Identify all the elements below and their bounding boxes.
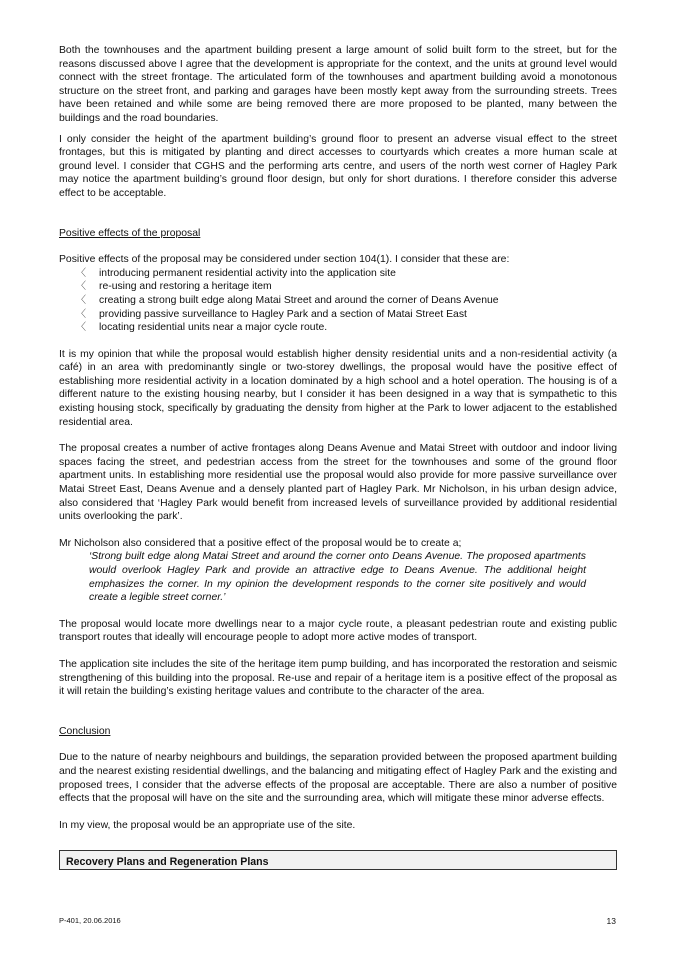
positive-effects-list — [59, 267, 617, 335]
paragraph-ground-floor-height: I only consider the height of the apartment building’s ground floor to present an adverse visual effect to the street frontages, but this is mitigated by planting and direct accesses to courtyards which creates a more human scale at ground level. I consider that CGHS and the performing arts centre, and users of the north west corner of Hagley Park may notice the apartment building’s ground floor design, but only for short durations. I therefore consider this adverse effect to be acceptable. — [59, 133, 617, 199]
bullet-icon: 〈 — [76, 322, 86, 334]
paragraph-positive-effects-intro: Positive effects of the proposal may be considered under section 104(1). I consider that these are: — [59, 254, 510, 266]
page-number: 13 — [606, 916, 616, 926]
heading-conclusion: Conclusion — [59, 725, 111, 737]
paragraph-nicholson-intro: Mr Nicholson also considered that a positive effect of the proposal would be to create a; — [59, 537, 462, 549]
paragraph-cycle-route: The proposal would locate more dwellings near to a major cycle route, a pleasant pedestrian route and existing public transport routes that ideally will encourage people to adopt more active modes of transport. — [59, 618, 617, 644]
heading-positive-effects: Positive effects of the proposal — [59, 227, 201, 239]
paragraph-heritage-pump-building: The application site includes the site of the heritage item pump building, and has incorporated the restoration and seismic strengthening of this building into the proposal. Re-use and repair of a heritage item is a positive effect of the proposal as it will retain the building’s existing heritage values and contribute to the character of the area. — [59, 658, 617, 698]
list-item: 〈 creating a strong built edge along Matai Street and around the corner of Deans Avenue — [76, 294, 499, 306]
paragraph-higher-density-opinion: It is my opinion that while the proposal would establish higher density residential units and a non-residential activity (a café) in an area with predominantly single or two-storey dwellings, the proposal would have the positive effect of establishing more residential activity in a location dominated by a high school and a hotel operation. The housing is of a different nature to the existing housing nearby, but I consider it has been designed in a way that is sympathetic to this existing housing stock, specifically by graduating the density from higher at the Park to lower adjacent to the established residential area. — [59, 348, 617, 428]
section-title: Recovery Plans and Regeneration Plans — [66, 856, 269, 869]
bullet-icon: 〈 — [76, 294, 86, 306]
paragraph-townhouses-built-form: Both the townhouses and the apartment building present a large amount of solid built form to the street, but for the reasons discussed above I agree that the development is appropriate for the context, and the units at ground level would connect with the street frontage. The articulated form of the townhouses and apartment building avoid a monotonous structure on the street front, and parking and garages have been mostly kept away from the surrounding streets. Trees have been retained and while some are being removed there are more proposed to be planted, many between the buildings and the road boundaries. — [59, 45, 617, 124]
document-page — [59, 44, 617, 870]
paragraph-appropriate-use: In my view, the proposal would be an appropriate use of the site. — [59, 819, 356, 831]
footer-reference: P-401, 20.06.2016 — [59, 916, 121, 925]
nicholson-quote: ‘Strong built edge along Matai Street and around the corner onto Deans Avenue. The proposed apartments would overlook Hagley Park and provide an attractive edge to Deans Avenue. The additional height emphasizes the corner. In my opinion the development responds to the corner site positively and would create a legible street corner.’ — [89, 551, 586, 604]
list-item: 〈 locating residential units near a major cycle route. — [76, 322, 328, 334]
list-item: 〈 re-using and restoring a heritage item — [76, 281, 272, 293]
section-header-box — [59, 850, 617, 870]
bullet-icon: 〈 — [76, 281, 86, 293]
bullet-icon: 〈 — [76, 267, 86, 279]
paragraph-active-frontages: The proposal creates a number of active frontages along Deans Avenue and Matai Street with outdoor and indoor living spaces facing the street, and pedestrian access from the street for the townhouses and some of the ground floor apartment units. In establishing more residential use the proposal would also provide for more passive surveillance over Matai Street East, Deans Avenue and a densely planted part of Hagley Park. Mr Nicholson, in his urban design advice, also considered that ‘Hagley Park would benefit from increased levels of surveillance provided by additional residential units overlooking the park’. — [59, 443, 617, 523]
list-item: 〈 providing passive surveillance to Hagley Park and a section of Matai Street East — [76, 308, 467, 320]
list-item: 〈 introducing permanent residential activity into the application site — [76, 267, 396, 279]
bullet-icon: 〈 — [76, 308, 86, 320]
paragraph-conclusion: Due to the nature of nearby neighbours and buildings, the separation provided between the proposed apartment building and the nearest existing residential dwellings, and the balancing and mitigating effect of Hagley Park and the existing and proposed trees, I consider that the adverse effects of the proposal are acceptable. There are also a number of positive effects that the proposal will have on the site and the surrounding area, which will mitigate these minor adverse effects. — [59, 752, 617, 805]
